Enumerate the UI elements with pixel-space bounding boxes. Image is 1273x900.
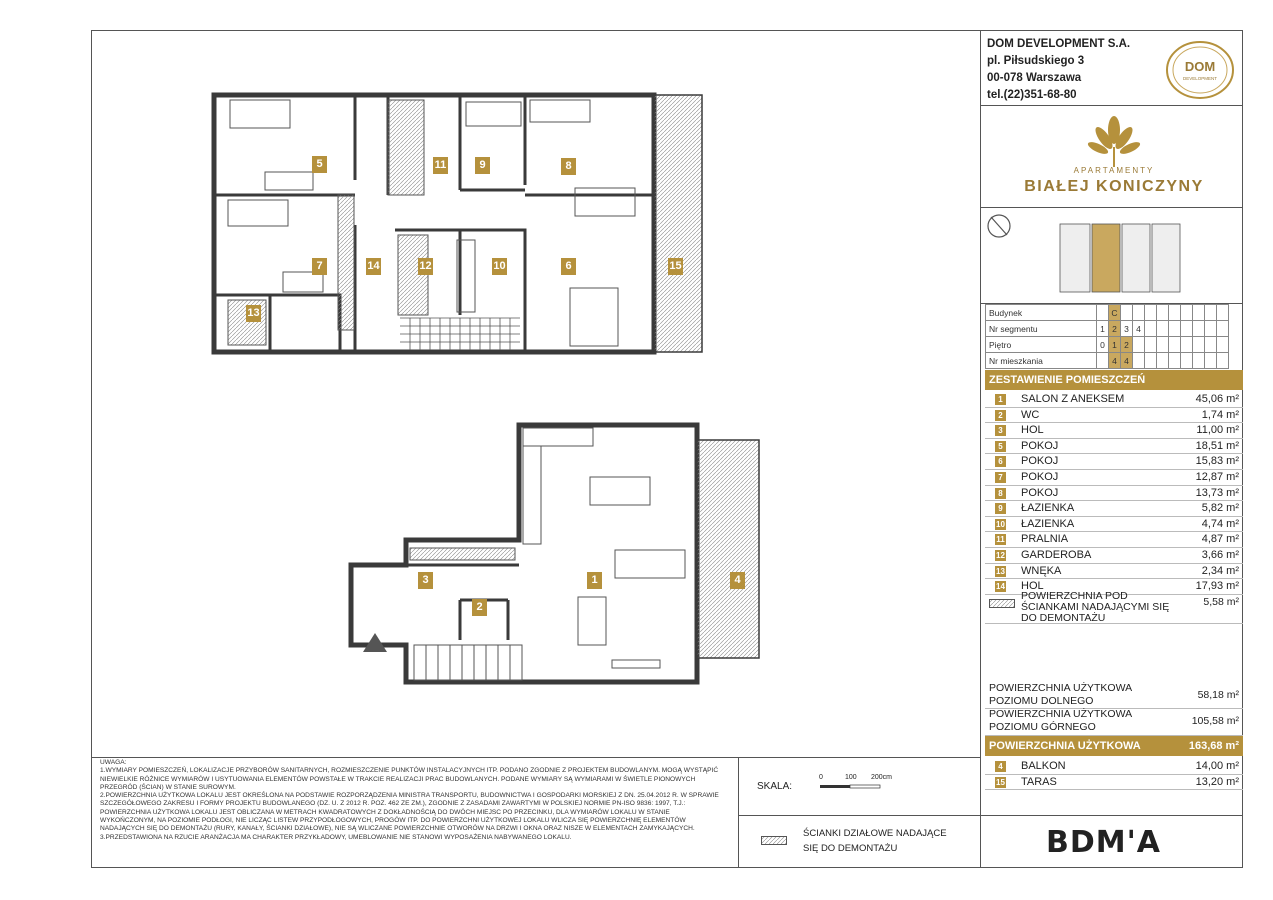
company-name: DOM DEVELOPMENT S.A. (987, 38, 1131, 50)
hatch-swatch-icon (761, 836, 787, 845)
segment-cell: 1 (1097, 321, 1109, 337)
key-plan (985, 212, 1243, 300)
legend-label-2: SIĘ DO DEMONTAŻU (803, 843, 898, 854)
plan-label-room: 9 (475, 157, 490, 174)
company-info (987, 36, 1130, 104)
project-name-line1: APARTAMENTY (1073, 166, 1155, 175)
legend-label-1: ŚCIANKI DZIAŁOWE NADAJĄCE (803, 828, 947, 839)
segment-cell: 4 (1109, 353, 1121, 369)
usable-upper-label-1: POWIERZCHNIA UŻYTKOWA (989, 708, 1133, 720)
divider-right-panel (980, 30, 981, 868)
demolition-area-row (985, 592, 1243, 624)
outdoor-row: 15 TARAS 13,20 m² (985, 775, 1243, 791)
outdoor-row: 4 BALKON 14,00 m² (985, 759, 1243, 775)
segment-cell (1145, 305, 1157, 321)
plan-label-room: 4 (730, 572, 745, 589)
note-1: 1.WYMIARY POMIESZCZEŃ, LOKALIZACJE PRZYBORÓW SANITARNYCH, ROZMIESZCZENIE PUNKTÓW INSTALACYJNYCH ITP. PODANO ZGODNIE Z PROJEKTEM BUDOWLANYM. MOGĄ WYSTĄPIĆ NIEWIELKIE RÓŻNICE WYMIARÓW I USYTUOWANIA ELEMENTÓW POWSTAŁE W TRAKCIE REALIZACJI PRAC BUDOWLANYCH. PODANE WYMIARY SĄ WYMIARAMI W ŚWIETLE PIONOWYCH PRZEGRÓD (ŚCIAN) W STANIE SUROWYM. (100, 767, 719, 791)
notes-title: UWAGA: (100, 759, 127, 766)
company-address-street: pl. Piłsudskiego 3 (987, 55, 1085, 67)
usable-upper-label-2: POZIOMU GÓRNEGO (989, 721, 1096, 733)
room-row: 12 GARDEROBA 3,66 m² (985, 548, 1243, 564)
scale-tick: 0 (819, 774, 823, 781)
segment-table (985, 304, 1229, 369)
room-row: 13 WNĘKA 2,34 m² (985, 564, 1243, 580)
bdma-logo: BDM'A (1046, 825, 1162, 860)
company-address-city: 00-078 Warszawa (987, 72, 1082, 84)
usable-upper-row (985, 708, 1243, 736)
plan-label-room: 10 (492, 258, 507, 275)
segment-row-label: Nr segmentu (986, 321, 1097, 337)
segment-row-label: Piętro (986, 337, 1097, 353)
usable-total-value: 163,68 m² (1188, 740, 1239, 752)
usable-lower-value: 58,18 m² (1197, 689, 1239, 701)
segment-cell (1121, 305, 1133, 321)
divider-bottom (91, 757, 981, 758)
note-3: 3.PRZEDSTAWIONA NA RZUCIE ARANŻACJA MA CHARAKTER PRZYKŁADOWY, UMEBLOWANIE NIE STANOWI WYPOSAŻENIA NABYWANEGO LOKALU. (100, 833, 572, 841)
room-row: 9 ŁAZIENKA 5,82 m² (985, 501, 1243, 517)
plan-label-room: 15 (668, 258, 683, 275)
segment-cell: 4 (1121, 353, 1133, 369)
plan-label-room: 1 (587, 572, 602, 589)
plan-label-room: 11 (433, 157, 448, 174)
divider-company (980, 105, 1243, 106)
segment-cell: 4 (1133, 321, 1145, 337)
plan-label-room: 13 (246, 305, 261, 322)
demolition-area-value: 5,58 m² (1203, 596, 1239, 608)
divider-legend (738, 815, 1243, 816)
segment-cell: 0 (1097, 337, 1109, 353)
note-2: 2.POWIERZCHNIA UŻYTKOWA LOKALU JEST OKREŚLONA NA PODSTAWIE ROZPORZĄDZENIA MINISTRA TRANSPORTU, BUDOWNICTWA I GOSPODARKI MORSKIEJ Z DN. 25.04.2012 R. W SPRAWIE SZCZEGÓŁOWEGO ZAKRESU I FORMY PROJEKTU BUDOWLANEGO (DZ. U. Z 2012 R. POZ. 462 ZE ZM.), ZGODNIE Z ZASADAMI ZAWARTYMI W POLSKIEJ NORMIE PN-ISO 9836: 1997, T.J.: POWIERZCHNIA UŻYTKOWA LOKALU JEST OBLICZANA W METRACH KWADRATOWYCH Z DOKŁADNOŚCIĄ DO DWÓCH MIEJSC PO PRZECINKU, DLA WYMIARÓW LOKALU W STANIE WYKOŃCZONYM, NA POZIOMIE PODŁOGI, NIE LICZĄC LISTEW PRZYPODŁOGOWYCH, PROGÓW ITP. DO POWIERZCHNI UŻYTKOWEJ LOKALU WLICZA SIĘ POWIERZCHNIĘ ELEMENTÓW NADAJĄCYCH SIĘ DO DEMONTAŻU (RURY, KANAŁY, ŚCIANKI DZIAŁOWE), NIE SĄ WLICZANE POWIERZCHNIE OTWORÓW NA DRZWI I OKNA ORAZ NISZE W ELEMENTACH ZAMYKAJĄCYCH. (100, 792, 719, 833)
project-logo (985, 108, 1243, 204)
hatch-swatch-icon (989, 599, 1015, 608)
plan-label-room: 14 (366, 258, 381, 275)
usable-lower-label-2: POZIOMU DOLNEGO (989, 695, 1094, 707)
clover-icon (985, 112, 1243, 172)
segment-cell: 2 (1109, 321, 1121, 337)
scale-ruler-icon (820, 784, 892, 790)
plan-label-room: 12 (418, 258, 433, 275)
room-row: 14 HOL 17,93 m² (985, 579, 1243, 595)
scale-tick: 100 (845, 774, 857, 781)
plan-label-room: 6 (561, 258, 576, 275)
demolition-label-2: ŚCIANKAMI NADAJĄCYMI SIĘ (1021, 601, 1170, 613)
segment-row-label: Nr mieszkania (986, 353, 1097, 369)
demolition-label-1: POWIERZCHNIA POD (1021, 590, 1128, 602)
room-row: 1 SALON Z ANEKSEM 45,06 m² (985, 392, 1243, 408)
room-row: 7 POKOJ 12,87 m² (985, 470, 1243, 486)
room-row: 6 POKOJ 15,83 m² (985, 454, 1243, 470)
usable-upper-value: 105,58 m² (1191, 715, 1239, 727)
scale-label: SKALA: (757, 781, 793, 792)
dom-development-logo (1162, 38, 1238, 102)
outdoor-list (985, 759, 1243, 790)
usable-lower-label-1: POWIERZCHNIA UŻYTKOWA (989, 682, 1133, 694)
plan-label-room: 3 (418, 572, 433, 589)
segment-cell: 1 (1109, 337, 1121, 353)
plan-label-room: 8 (561, 158, 576, 175)
usable-lower-row (985, 682, 1243, 709)
segment-cell: 3 (1121, 321, 1133, 337)
segment-cell: C (1109, 305, 1121, 321)
room-row: 3 HOL 11,00 m² (985, 423, 1243, 439)
logo-text: DOM (1184, 59, 1216, 74)
rooms-title: ZESTAWIENIE POMIESZCZEŃ (985, 370, 1243, 390)
notes-block (100, 759, 720, 842)
company-phone: tel.(22)351-68-80 (987, 89, 1077, 101)
segment-cell: 2 (1121, 337, 1133, 353)
lower-floor-plan (351, 425, 759, 682)
room-row: 8 POKOJ 13,73 m² (985, 486, 1243, 502)
project-name-line2: BIAŁEJ KONICZYNY (1024, 178, 1204, 195)
room-row: 10 ŁAZIENKA 4,74 m² (985, 517, 1243, 533)
scale-tick: 200cm (871, 774, 893, 781)
demolition-label-3: DO DEMONTAŻU (1021, 612, 1106, 624)
divider-notes (738, 757, 739, 868)
plan-label-room: 5 (312, 156, 327, 173)
divider-project (980, 207, 1243, 208)
usable-total-row (985, 736, 1243, 756)
segment-cell (1133, 305, 1145, 321)
plan-label-room: 2 (472, 599, 487, 616)
room-row: 5 POKOJ 18,51 m² (985, 439, 1243, 455)
segment-row-label: Budynek (986, 305, 1097, 321)
logo-subtext: DEVELOPMENT (1182, 76, 1218, 81)
upper-floor-plan (214, 95, 702, 352)
plan-label-room: 7 (312, 258, 327, 275)
room-row: 2 WC 1,74 m² (985, 408, 1243, 424)
room-row: 11 PRALNIA 4,87 m² (985, 532, 1243, 548)
usable-total-label: POWIERZCHNIA UŻYTKOWA (989, 740, 1141, 752)
rooms-list (985, 392, 1243, 595)
